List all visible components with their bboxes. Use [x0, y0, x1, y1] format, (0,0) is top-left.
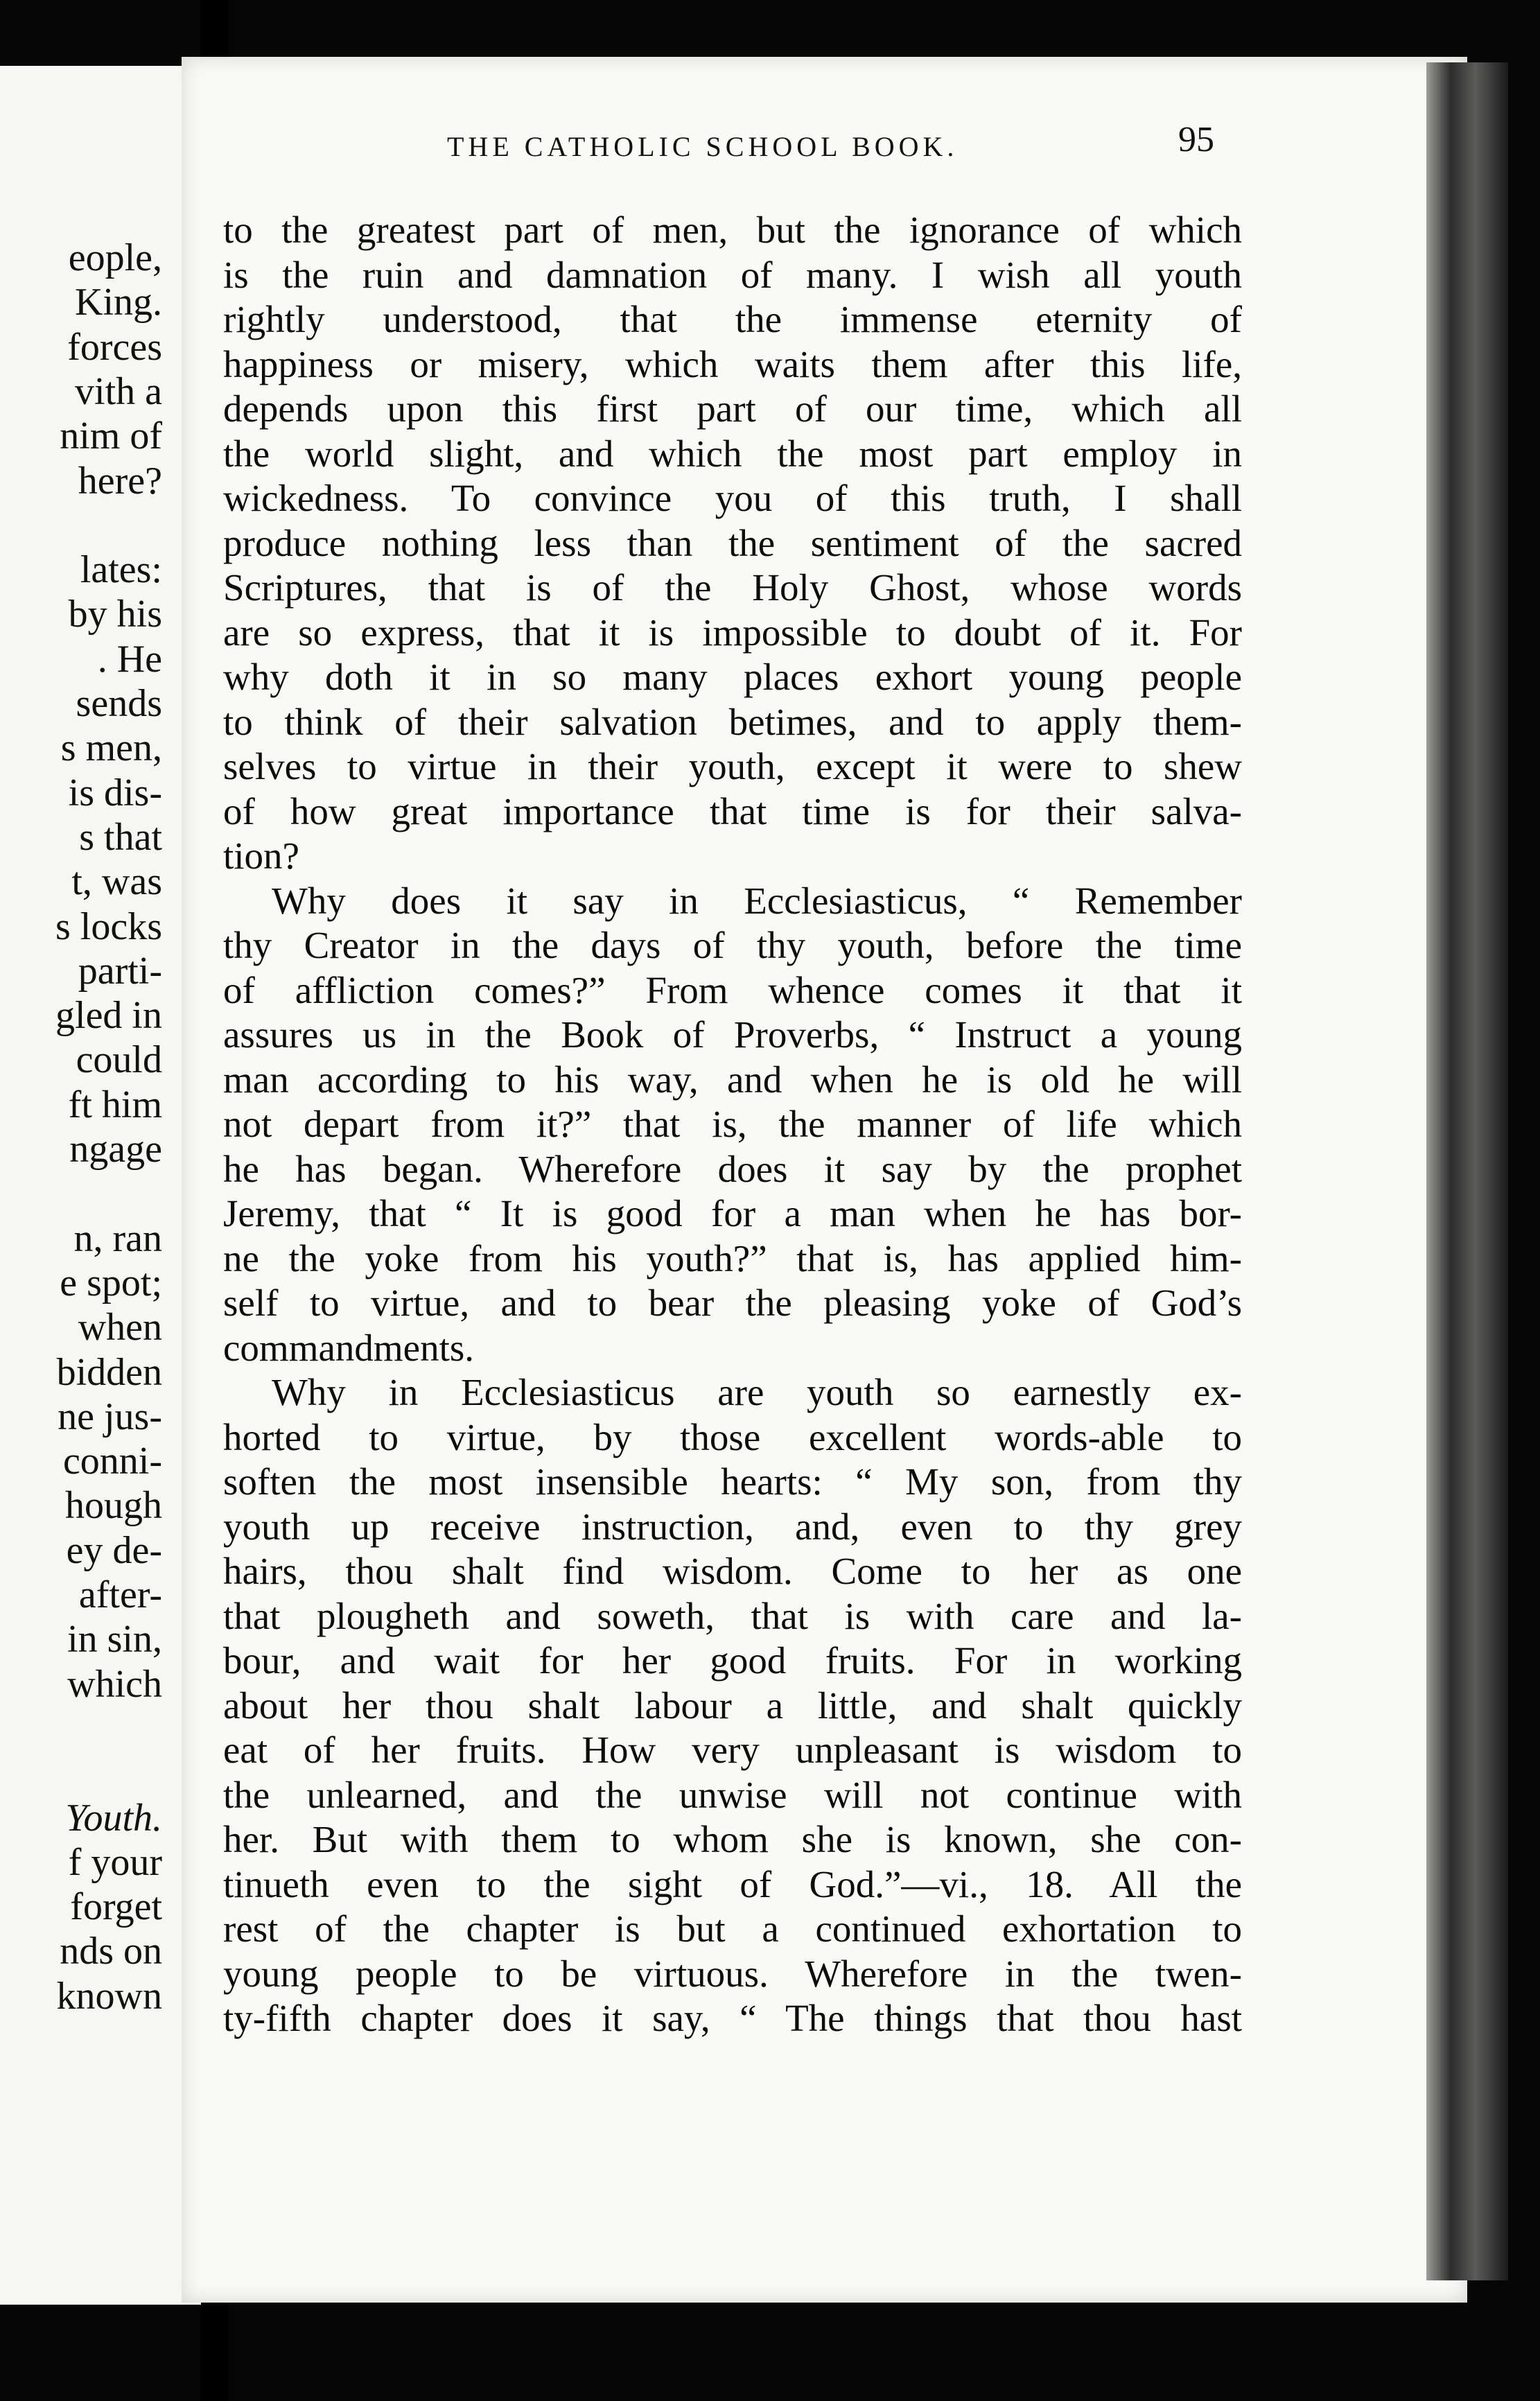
previous-page-line: s that [79, 815, 162, 859]
body-line: Jeremy, that “ It is good for a man when he has bor- [223, 1192, 1242, 1234]
running-head: THE CATHOLIC SCHOOL BOOK. [447, 131, 959, 162]
previous-page-line: King. [75, 281, 162, 324]
page-stack-edge [1426, 62, 1508, 2280]
previous-page-fragment [0, 66, 205, 2305]
body-line: are so express, that it is impossible to doubt of it. For [223, 611, 1242, 654]
previous-page-line: after- [78, 1573, 162, 1616]
previous-page-line: hough [65, 1484, 162, 1528]
body-line: her. But with them to whom she is known, she con- [223, 1818, 1242, 1860]
body-text [223, 208, 1242, 2041]
previous-page-line: ft him [68, 1083, 162, 1126]
body-line: the world slight, and which the most part employ in [223, 432, 1242, 475]
previous-page-line: conni- [62, 1440, 162, 1483]
previous-page-line: nim of [60, 414, 162, 458]
body-line: of affliction comes?” From whence comes it that it [223, 968, 1242, 1011]
body-line: to the greatest part of men, but the ignorance of which [223, 209, 1242, 251]
body-line: eat of her fruits. How very unpleasant is wisdom to [223, 1729, 1242, 1771]
body-line: he has began. Wherefore does it say by the prophet [223, 1147, 1242, 1190]
previous-page-line: is dis- [68, 771, 162, 814]
page-number: 95 [1178, 120, 1214, 159]
body-line: thy Creator in the days of thy youth, before the time [223, 924, 1242, 966]
body-line: is the ruin and damnation of many. I wish all youth [223, 253, 1242, 296]
body-line: about her thou shalt labour a little, and shalt quickly [223, 1684, 1242, 1727]
body-line: of how great importance that time is for their salva- [223, 789, 1242, 832]
previous-page-line: which [67, 1662, 162, 1706]
previous-page-line: forces [67, 325, 162, 369]
previous-page-line: could [76, 1038, 162, 1082]
body-line: not depart from it?” that is, the manner of life which [223, 1103, 1242, 1145]
body-line: hairs, thou shalt find wisdom. Come to her as one [223, 1550, 1242, 1592]
previous-page-line: nds on [60, 1930, 162, 1973]
previous-page-line: . He [97, 637, 162, 681]
body-line: tinueth even to the sight of God.”—vi., 18. All the [223, 1862, 1242, 1905]
body-line: Why does it say in Ecclesiasticus, “ Remember [272, 879, 1242, 922]
previous-page-line: bidden [56, 1350, 162, 1394]
body-line: that plougheth and soweth, that is with care and la- [223, 1594, 1242, 1637]
previous-page-line: eople, [68, 236, 162, 279]
previous-page-line: f your [68, 1840, 162, 1884]
body-line: the unlearned, and the unwise will not continue with [223, 1773, 1242, 1816]
previous-page-line: gled in [55, 994, 162, 1038]
body-line: ne the yoke from his youth?” that is, has applied him- [223, 1237, 1242, 1280]
previous-page-line: ey de- [66, 1528, 162, 1572]
previous-page-line: parti- [78, 949, 162, 993]
body-line: Why in Ecclesiasticus are youth so earnestly ex- [272, 1371, 1242, 1413]
body-line: rightly understood, that the immense eternity of [223, 298, 1242, 340]
body-line: bour, and wait for her good fruits. For in working [223, 1639, 1242, 1682]
previous-page-line: forget [70, 1885, 162, 1929]
body-line: selves to virtue in their youth, except it were to shew [223, 745, 1242, 787]
previous-page-line: s locks [55, 905, 162, 948]
previous-page-line: vith a [75, 369, 162, 413]
previous-page-line: in sin, [67, 1618, 162, 1661]
previous-page-line: lates: [80, 548, 162, 592]
previous-page-line: sends [76, 682, 162, 725]
body-line: youth up receive instruction, and, even to thy grey [223, 1505, 1242, 1548]
body-line: depends upon this first part of our time, which all [223, 387, 1242, 430]
body-line: to think of their salvation betimes, and to apply them- [223, 700, 1242, 743]
body-line: assures us in the Book of Proverbs, “ Instruct a young [223, 1013, 1242, 1056]
body-line: young people to be virtuous. Wherefore in the twen- [223, 1952, 1242, 1995]
previous-page-line: ne jus- [58, 1395, 162, 1438]
body-line: happiness or misery, which waits them after this life, [223, 342, 1242, 385]
previous-page-line: here? [78, 459, 162, 503]
body-line: rest of the chapter is but a continued exhortation to [223, 1907, 1242, 1950]
body-line: why doth it in so many places exhort young people [223, 656, 1242, 698]
body-line: ty-fifth chapter does it say, “ The things that thou hast [223, 1997, 1242, 2039]
body-line: produce nothing less than the sentiment of the sacred [223, 521, 1242, 564]
previous-page-line: t, was [71, 860, 162, 904]
previous-page-line: n, ran [73, 1216, 162, 1260]
previous-page-line: when [78, 1306, 162, 1350]
previous-page-line: s men, [60, 726, 162, 770]
body-line: tion? [223, 835, 299, 877]
body-line: commandments. [223, 1326, 475, 1369]
previous-page-line: known [56, 1974, 162, 2018]
body-line: self to virtue, and to bear the pleasing yoke of God’s [223, 1282, 1242, 1324]
body-line: horted to virtue, by those excellent words-able to [223, 1415, 1242, 1458]
body-line: Scriptures, that is of the Holy Ghost, whose words [223, 566, 1242, 609]
previous-page-line: e spot; [60, 1261, 162, 1304]
body-line: man according to his way, and when he is old he will [223, 1058, 1242, 1101]
body-line: wickedness. To convince you of this truth, I shall [223, 477, 1242, 519]
previous-page-line: ngage [69, 1128, 162, 1171]
body-line: soften the most insensible hearts: “ My son, from thy [223, 1460, 1242, 1503]
previous-page-line: by his [68, 593, 162, 636]
previous-page-line: Youth. [65, 1796, 162, 1840]
